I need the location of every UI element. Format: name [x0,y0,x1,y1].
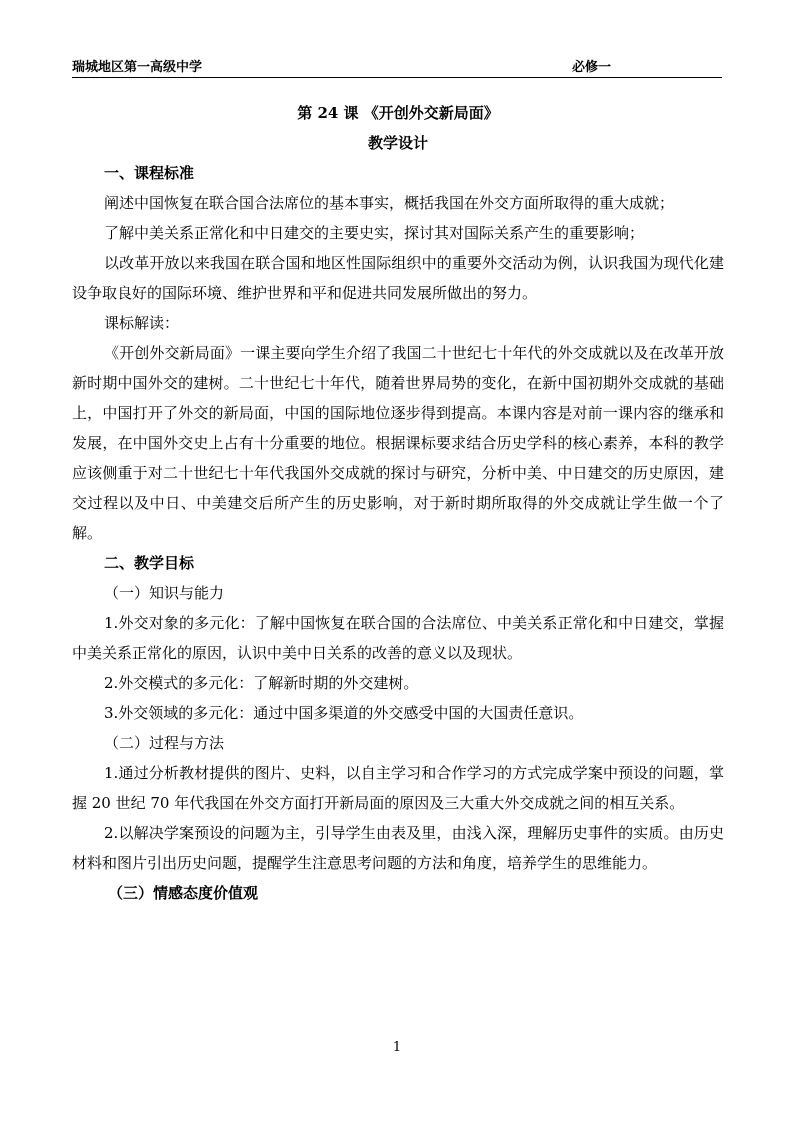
subheading-knowledge: （一）知识与能力 [104,584,225,602]
lesson-title: 第 24 课 《开创外交新局面》 [297,104,499,122]
page-number: 1 [392,1040,402,1055]
section-heading-curriculum: 一、课程标准 [104,164,195,182]
paragraph: 2.外交模式的多元化：了解新时期的外交建树。 [104,674,419,692]
book-name: 必修一 [572,60,612,75]
paragraph: 2.以解决学案预设的问题为主，引导学生由表及里，由浅入深，理解历史事件的实质。由历史材料和图片引出历史问题，提醒学生注意思考问题的方法和角度，培养学生的思维能力。 [72,824,724,872]
subheading-process: （二）过程与方法 [104,734,225,752]
document-body [72,98,724,908]
interpretation-label: 课标解读： [104,314,180,332]
section-heading-objectives: 二、教学目标 [104,554,195,572]
paragraph: 1.通过分析教材提供的图片、史料，以自主学习和合作学习的方式完成学案中预设的问题，掌握 20 世纪 70 年代我国在外交方面打开新局面的原因及三大重大外交成就之间的相互关系。 [72,764,724,812]
header-divider [72,77,722,78]
paragraph: 了解中美关系正常化和中日建交的主要史实，探讨其对国际关系产生的重要影响； [104,224,645,242]
document-title: 教学设计 [367,134,428,152]
page-header [72,56,722,76]
paragraph: 阐述中国恢复在联合国合法席位的基本事实，概括我国在外交方面所取得的重大成就； [104,194,675,212]
paragraph: 以改革开放以来我国在联合国和地区性国际组织中的重要外交活动为例，认识我国为现代化建设争取良好的国际环境、维护世界和平和促进共同发展所做出的努力。 [72,254,724,302]
school-name: 瑞城地区第一高级中学 [72,60,203,75]
paragraph: 1.外交对象的多元化：了解中国恢复在联合国的合法席位、中美关系正常化和中日建交，掌握中美关系正常化的原因，认识中美中日关系的改善的意义以及现状。 [72,614,724,662]
paragraph: 3.外交领域的多元化：通过中国多渠道的外交感受中国的大国责任意识。 [104,704,584,722]
paragraph: 《开创外交新局面》一课主要向学生介绍了我国二十世纪七十年代的外交成就以及在改革开放新时期中国外交的建树。二十世纪七十年代，随着世界局势的变化，在新中国初期外交成就的基础上，中国打开了外交的新局面，中国的国际地位逐步得到提高。本课内容是对前一课内容的继承和发展，在中国外交史上占有十分重要的地位。根据课标要求结合历史学科的核心素养，本科的教学应该侧重于对二十世纪七十年代我国外交成就的探讨与研究，分析中美、中日建交的历史原因，建交过程以及中日、中美建交后所产生的历史影响，对于新时期所取得的外交成就让学生做一个了解。 [72,344,724,542]
subheading-values: （三）情感态度价值观 [108,884,259,902]
